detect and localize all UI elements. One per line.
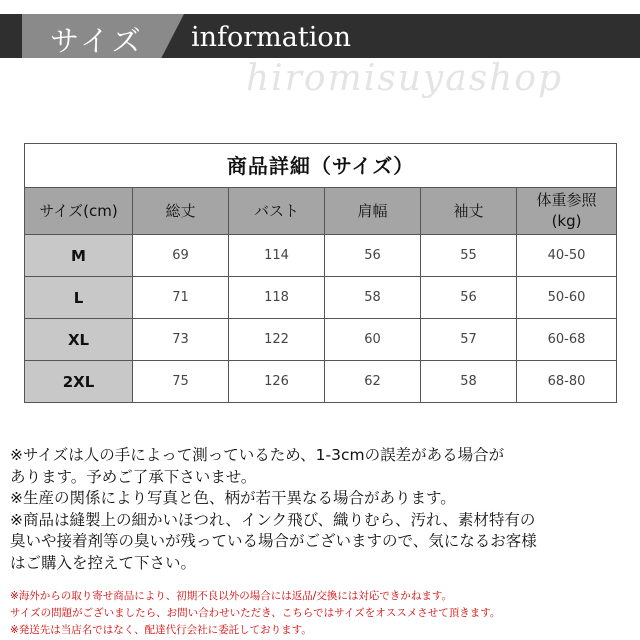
table-cell: 118 xyxy=(229,277,325,319)
table-row xyxy=(25,361,617,403)
table-cell: 114 xyxy=(229,235,325,277)
table-cell: 122 xyxy=(229,319,325,361)
table-cell: 50-60 xyxy=(517,277,617,319)
table-cell: 40-50 xyxy=(517,235,617,277)
table-cell: 73 xyxy=(133,319,229,361)
table-cell: 58 xyxy=(421,361,517,403)
size-table xyxy=(24,143,617,403)
table-row xyxy=(25,277,617,319)
table-cell: 68-80 xyxy=(517,361,617,403)
note-measurement: ※サイズは人の手によって測っているため、1-3cmの誤差がある場合が あります。予めご了承下さいませ。 xyxy=(10,446,505,486)
table-cell: 60 xyxy=(325,319,421,361)
table-cell: 62 xyxy=(325,361,421,403)
table-cell: 71 xyxy=(133,277,229,319)
column-header: 袖丈 xyxy=(421,188,517,235)
table-cell: 75 xyxy=(133,361,229,403)
size-cell: M xyxy=(25,235,133,277)
size-cell: 2XL xyxy=(25,361,133,403)
table-cell: 56 xyxy=(421,277,517,319)
column-header: 総丈 xyxy=(133,188,229,235)
table-caption: 商品詳細（サイズ） xyxy=(25,144,617,188)
table-row xyxy=(25,235,617,277)
table-cell: 60-68 xyxy=(517,319,617,361)
size-cell: XL xyxy=(25,319,133,361)
table-row xyxy=(25,319,617,361)
table-cell: 126 xyxy=(229,361,325,403)
table-cell: 69 xyxy=(133,235,229,277)
table-cell: 58 xyxy=(325,277,421,319)
size-cell: L xyxy=(25,277,133,319)
table-cell: 55 xyxy=(421,235,517,277)
header-tab-label: サイズ xyxy=(50,24,144,58)
column-header: バスト xyxy=(229,188,325,235)
table-cell: 56 xyxy=(325,235,421,277)
red-note-size-advice: サイズの問題がございましたら、お問い合わせいただき、こちらではサイズをオススメさせて頂きます。 xyxy=(10,607,501,619)
note-quality: ※商品は縫製上の細かいほつれ、インク飛び、織りむら、汚れ、素材特有の 臭いや接着剤等の臭いが残っている場合がございますので、気になるお客様 はご購入を控えて下さい。 xyxy=(10,510,537,572)
red-notes-block xyxy=(10,588,635,639)
column-header: 肩幅 xyxy=(325,188,421,235)
header-title: information xyxy=(191,22,352,53)
red-note-returns: ※海外からの取り寄せ商品により、初期不良以外の場合には返品/交換には対応できかねます。 xyxy=(10,590,452,602)
watermark: hiromisuyashop xyxy=(246,58,564,99)
table-cell: 57 xyxy=(421,319,517,361)
red-note-shipping: ※発送先は当店名ではなく、配達代行会社に委託しております。 xyxy=(10,624,312,636)
notes-block xyxy=(10,445,635,574)
column-header: サイズ(cm) xyxy=(25,188,133,235)
column-header: 体重参照 (kg) xyxy=(517,188,617,235)
note-color: ※生産の関係により写真と色、柄が若干異なる場合があります。 xyxy=(10,489,456,507)
